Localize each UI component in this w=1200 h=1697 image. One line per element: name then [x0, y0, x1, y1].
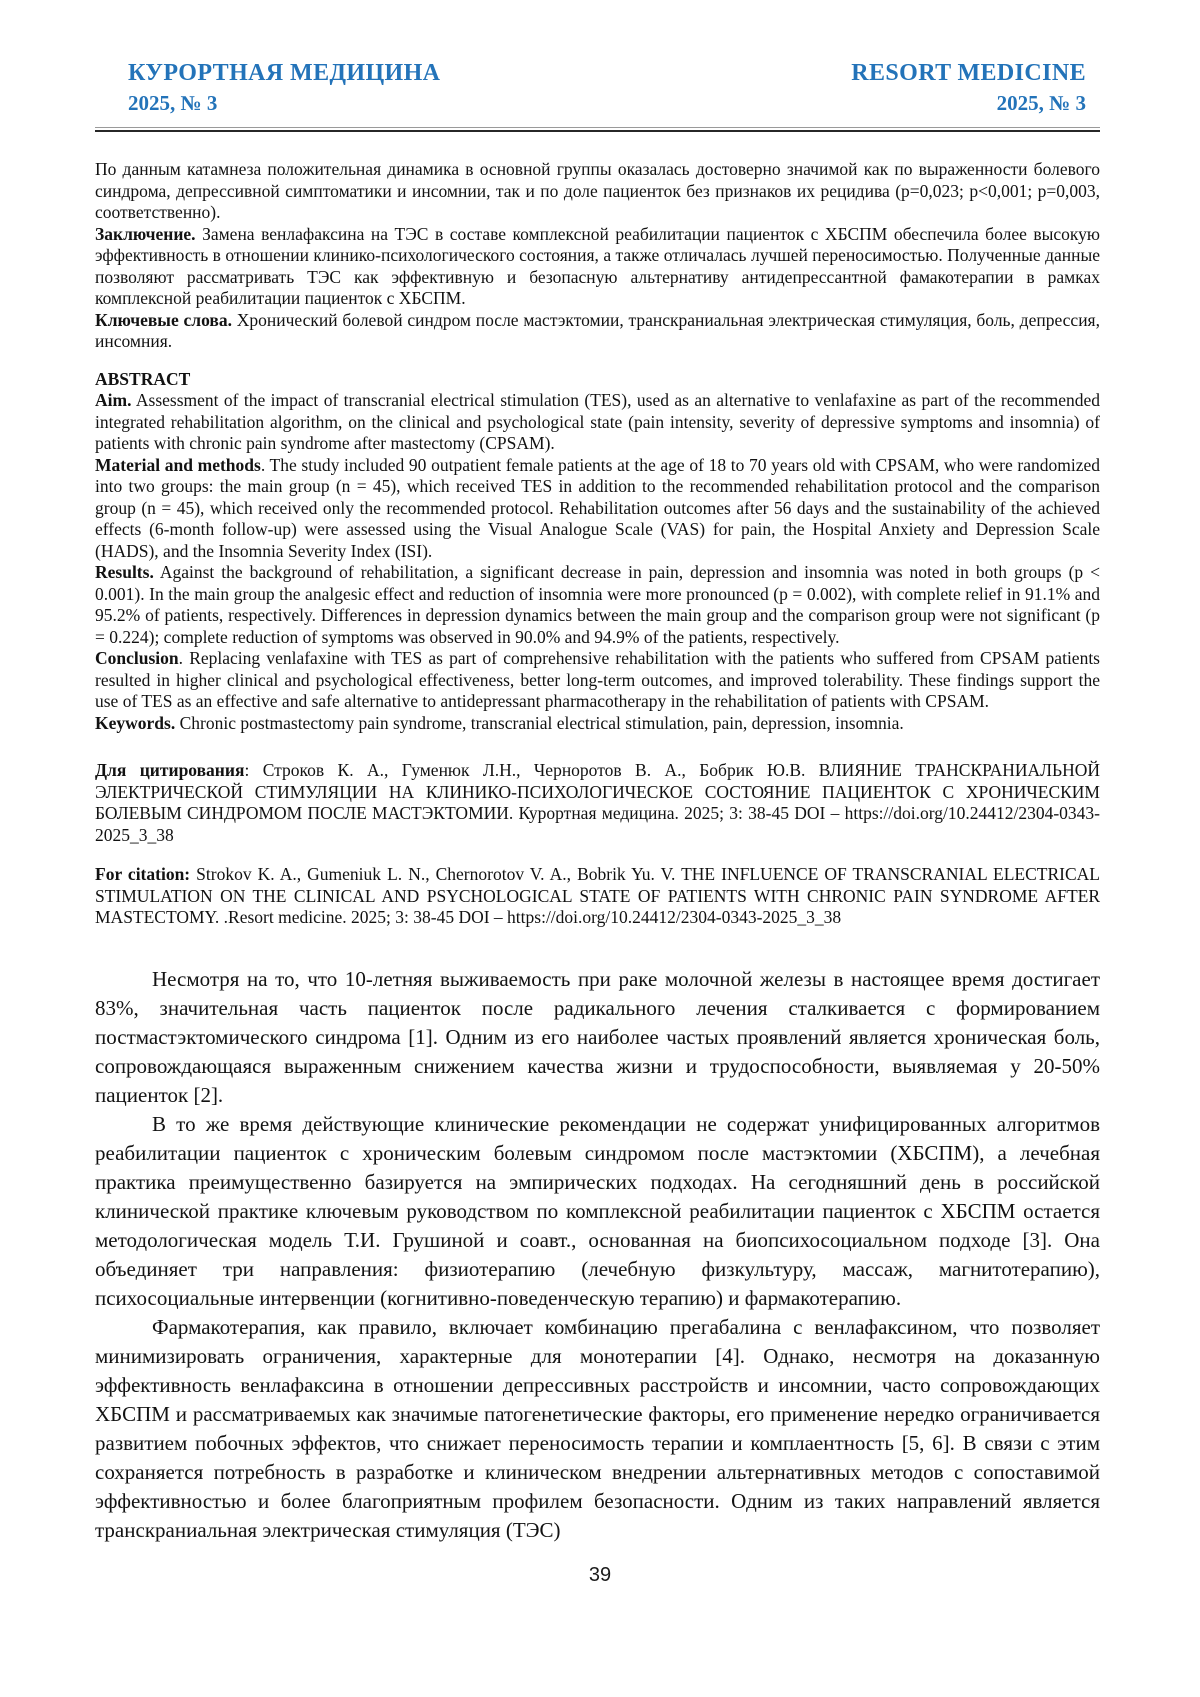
header-left — [128, 58, 440, 118]
citation-ru-paragraph — [95, 760, 1100, 846]
body-paragraph: В то же время действующие клинические рекомендации не содержат унифицированных алгоритмов реабилитации пациенток с хроническим болевым синдромом после мастэктомии (ХБСПМ), а лечебная практика преимущественно базируется на эмпирических подходах. На сегодняшний день в российской клинической практике ключевым руководством по комплексной реабилитации пациенток с ХБСПМ остается методологическая модель Т.И. Грушиной и соавт., основанная на биопсихосоциальном подходе [3]. Она объединяет три направления: физиотерапию (лечебную физкультуру, массаж, магнитотерапию), психосоциальные интервенции (когнитивно-поведенческую терапию) и фармакотерапию. — [95, 1111, 1100, 1310]
page-header — [95, 58, 1100, 118]
paragraph-text: Assessment of the impact of transcranial electrical stimulation (TES), used as an alternative to venlafaxine as part of the recommended integrated rehabilitation algorithm, on the clinical and psychological state (pain intensity, severity of depressive symptoms and insomnia) of patients with chronic pain syndrome after mastectomy (CPSAM). — [95, 390, 1100, 454]
abstract-paragraph-keywords — [95, 713, 1100, 735]
body-paragraph: Несмотря на то, что 10-летняя выживаемость при раке молочной железы в настоящее время достигает 83%, значительная часть пациенток после радикального лечения сталкивается с формированием постмастэктомического синдрома [1]. Одним из его наиболее частых проявлений является хроническая боль, сопровождающаяся выраженным снижением качества жизни и трудоспособности, выявляемая у 20-50% пациенток [2]. — [95, 966, 1100, 1107]
citation-text: Strokov K. A., Gumeniuk L. N., Chernorotov V. A., Bobrik Yu. V. THE INFLUENCE OF TRANSCRANIAL ELECTRICAL STIMULATION ON THE CLINICAL AND PSYCHOLOGICAL STATE OF PATIENTS WITH CHRONIC PAIN SYNDROME AFTER MASTECTOMY. .Resort medicine. 2025; 3: 38-45 DOI – https://doi.org/10.24412/2304-0343-2025_3_38 — [95, 864, 1100, 928]
paragraph-text: По данным катамнеза положительная динамика в основной группы оказалась достоверно значимой как по выраженности болевого синдрома, депрессивной симптоматики и инсомнии, так и по доле пациенток без признаков их рецидива (p=0,023; p<0,001; p=0,003, соответственно). — [95, 159, 1100, 223]
abstract-paragraph-aim — [95, 390, 1100, 455]
body-paragraph: Фармакотерапия, как правило, включает комбинацию прегабалина с венлафаксином, что позволяет минимизировать ограничения, характерные для монотерапии [4]. Однако, несмотря на доказанную эффективность венлафаксина в отношении депрессивных расстройств и инсомнии, часто сопровождающих ХБСПМ и рассматриваемых как значимые патогенетические факторы, его применение нередко ограничивается развитием побочных эффектов, что снижает переносимость терапии и комплаентность [5, 6]. В связи с этим сохраняется потребность в разработке и клиническом внедрении альтернативных методов с сопоставимой эффективностью и более благоприятным профилем безопасности. Одним из таких направлений является транскраниальная электрическая стимуляция (ТЭС) — [95, 1314, 1100, 1542]
abstract-paragraph-methods — [95, 455, 1100, 563]
abstract-paragraph-conclusion — [95, 648, 1100, 713]
annotation-paragraph-conclusion-ru — [95, 224, 1100, 310]
section-label: Material and methods — [95, 454, 261, 475]
section-label: Ключевые слова. — [95, 309, 232, 330]
section-label: Results. — [95, 562, 154, 583]
section-label: Conclusion — [95, 648, 179, 669]
annotation-paragraph-keywords-ru — [95, 310, 1100, 353]
paragraph-text: Chronic postmastectomy pain syndrome, transcranial electrical stimulation, pain, depression, insomnia. — [175, 712, 904, 733]
annotation-ru-section — [95, 159, 1100, 353]
section-label: Aim. — [95, 390, 132, 411]
paragraph-text: . Replacing venlafaxine with TES as part of comprehensive rehabilitation with the patients who suffered from CPSAM patients resulted in higher clinical and psychological effectiveness, better long-term outcomes, and improved tolerability. These findings support the use of TES as an effective and safe alternative to antidepressant pharmacotherapy in the rehabilitation of patients with CPSAM. — [95, 648, 1100, 712]
journal-issue-ru: 2025, № 3 — [128, 91, 218, 115]
annotation-paragraph — [95, 159, 1100, 224]
article-body — [95, 965, 1100, 1545]
section-label: Для цитирования — [95, 760, 245, 781]
abstract-heading: ABSTRACT — [95, 368, 191, 389]
paragraph-text: Хронический болевой синдром после мастэктомии, транскраниальная электрическая стимуляция, боль, депрессия, инсомния. — [95, 309, 1100, 352]
paragraph-text: Against the background of rehabilitation, a significant decrease in pain, depression and insomnia was noted in both groups (p < 0.001). In the main group the analgesic effect and reduction of insomnia were more pronounced (p = 0.002), with complete relief in 91.1% and 95.2% of patients, respectively. Differences in depression dynamics between the main group and the comparison group were not significant (p = 0.224); complete reduction of symptoms was observed in 90.0% and 94.9% of the patients, respectively. — [95, 562, 1100, 647]
citation-text: : Строков К. А., Гуменюк Л.Н., Черноротов В. А., Бобрик Ю.В. ВЛИЯНИЕ ТРАНСКРАНИАЛЬНОЙ ЭЛЕКТРИЧЕСКОЙ СТИМУЛЯЦИИ НА КЛИНИКО-ПСИХОЛОГИЧЕСКОЕ СОСТОЯНИЕ ПАЦИЕНТОК С ХРОНИЧЕСКИМ БОЛЕВЫМ СИНДРОМОМ ПОСЛЕ МАСТЭКТОМИИ. Курортная медицина. 2025; 3: 38-45 DOI – https://doi.org/10.24412/2304-0343-2025_3_38 — [95, 760, 1100, 845]
header-right — [851, 58, 1086, 118]
citation-en-paragraph — [95, 864, 1100, 929]
section-label: Keywords. — [95, 712, 176, 733]
header-divider-rule — [95, 127, 1100, 132]
paragraph-text: . The study included 90 outpatient female patients at the age of 18 to 70 years old with CPSAM, who were randomized into two groups: the main group (n = 45), which received TES in addition to the recommended rehabilitation protocol and the comparison group (n = 45), which received only the recommended protocol. Rehabilitation outcomes after 56 days and the sustainability of the achieved effects (6-month follow-up) were assessed using the Visual Analogue Scale (VAS) for pain, the Hospital Anxiety and Depression Scale (HADS), and the Insomnia Severity Index (ISI). — [95, 454, 1100, 561]
section-label: Заключение. — [95, 223, 196, 244]
journal-title-en: RESORT MEDICINE — [851, 60, 1086, 86]
page-number: 39 — [588, 1564, 612, 1586]
paragraph-text: Замена венлафаксина на ТЭС в составе комплексной реабилитации пациенток с ХБСПМ обеспечила более высокую эффективность в отношении клинико-психологического состояния, а также отличалась лучшей переносимостью. Полученные данные позволяют рассматривать ТЭС как эффективную и безопасную альтернативу антидепрессантной фамакотерапии в рамках комплексной реабилитации пациенток с ХБСПМ. — [95, 223, 1100, 309]
journal-issue-en: 2025, № 3 — [996, 91, 1086, 115]
journal-title-ru: КУРОРТНАЯ МЕДИЦИНА — [128, 60, 441, 86]
citation-ru-section — [95, 760, 1100, 846]
abstract-en-section — [95, 369, 1100, 735]
section-label: For citation: — [95, 864, 191, 885]
citation-en-section — [95, 864, 1100, 929]
abstract-paragraph-results — [95, 562, 1100, 648]
